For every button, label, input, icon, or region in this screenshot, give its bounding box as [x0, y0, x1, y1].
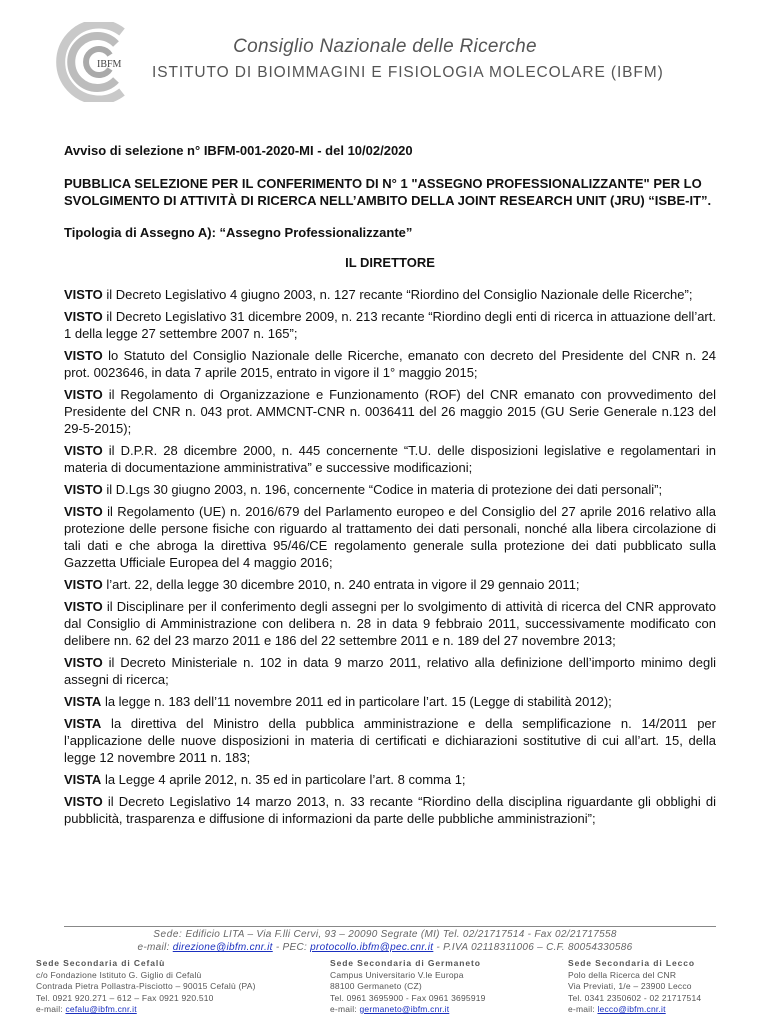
notice-title: Avviso di selezione n° IBFM-001-2020-MI - del 10/02/2020	[64, 143, 413, 158]
ibfm-logo	[52, 22, 138, 102]
pec-link[interactable]: protocollo.ibfm@pec.cnr.it	[310, 942, 434, 953]
office-email-row	[330, 1004, 486, 1016]
institute-name: ISTITUTO DI BIOIMMAGINI E FISIOLOGIA MOLECOLARE (IBFM)	[152, 64, 664, 81]
clause	[64, 308, 716, 342]
office-line: 88100 Germaneto (CZ)	[330, 981, 422, 991]
clause-text: lo Statuto del Consiglio Nazionale delle Ricerche, emanato con decreto del Presidente del CNR n. 24 prot. 0023646, in data 7 aprile 2015, entrato in vigore il 1° maggio 2015;	[64, 348, 716, 380]
clause	[64, 654, 716, 688]
clause-text: il D.P.R. 28 dicembre 2000, n. 445 concernente “T.U. delle disposizioni legislative e regolamentari in materia di documentazione amministrativa” e successive modificazioni;	[64, 443, 716, 475]
office-title: Sede Secondaria di Cefalù	[36, 958, 166, 968]
office-email-label: e-mail:	[330, 1004, 360, 1014]
seat-address: Edificio LITA – Via F.lli Cervi, 93 – 20090 Segrate (MI) Tel. 02/21717514 - Fax 02/21717558	[182, 929, 617, 940]
clause-lead: VISTO	[64, 655, 103, 670]
clause	[64, 503, 716, 571]
clause-text: il Decreto Legislativo 4 giugno 2003, n. 127 recante “Riordino del Consiglio Nazionale delle Ricerche”;	[102, 287, 693, 302]
clause-text: il Decreto Legislativo 14 marzo 2013, n. 33 recante “Riordino della disciplina riguardante gli obblighi di pubblicità, trasparenza e diffusione di informazioni da parte delle pubbliche amministrazioni”;	[64, 794, 716, 826]
clause-text: l’art. 22, della legge 30 dicembre 2010, n. 240 entrata in vigore il 29 gennaio 2011;	[102, 577, 580, 592]
office-line: Tel. 0961 3695900 - Fax 0961 3695919	[330, 992, 486, 1003]
clause	[64, 286, 716, 303]
clause-text: il Regolamento (UE) n. 2016/679 del Parlamento europeo e del Consiglio del 27 aprile 2016 relativo alla protezione delle persone fisiche con riguardo al trattamento dei dati personali, nonché alla libera circolazione di tali dati e che abroga la direttiva 95/46/CE regolamento generale sulla protezione dei dati pubblicato sulla Gazzetta Ufficiale Europea del 4 maggio 2016;	[64, 504, 716, 570]
pec-label: - PEC:	[272, 942, 311, 953]
clause-lead: VISTO	[64, 482, 103, 497]
clause-text: la direttiva del Ministro della pubblica amministrazione e della semplificazione n. 14/2011 per l’applicazione delle nuove disposizioni in materia di certificati e dichiarazioni sostitutive di cui all’art. 15, della legge 12 novembre 2011 n. 183;	[64, 716, 716, 765]
clause-lead: VISTO	[64, 599, 103, 614]
office-line: Tel. 0341 2350602 - 02 21717514	[568, 992, 702, 1003]
office-email-link[interactable]: cefalu@ibfm.cnr.it	[65, 1004, 137, 1014]
clause-lead: VISTA	[64, 694, 102, 709]
clause-text: la legge n. 183 dell’11 novembre 2011 ed in particolare l’art. 15 (Legge di stabilità 2012);	[101, 694, 612, 709]
office-email-row	[36, 1004, 256, 1016]
document-body	[64, 143, 716, 832]
footer-main-seat	[0, 928, 770, 954]
clause-lead: VISTO	[64, 348, 103, 363]
office-cefalu	[36, 958, 256, 1016]
clause-text: il Decreto Legislativo 31 dicembre 2009, n. 213 recante “Riordino degli enti di ricerca in attuazione dell’art. 1 della legge 27 settembre 2007 n. 165”;	[64, 309, 716, 341]
office-germaneto	[330, 958, 486, 1016]
footer-contacts	[0, 941, 770, 954]
office-line: Contrada Pietra Pollastra-Pisciotto – 90015 Cefalù (PA)	[36, 981, 256, 991]
clause-text: il Disciplinare per il conferimento degli assegni per lo svolgimento di attività di ricerca del CNR approvato dal Consiglio di Amministrazione con delibera n. 28 in data 9 febbraio 2011, successivamente modificato con delibere nn. 62 del 23 marzo 2011 e 186 del 22 settembre 2011 e n. 189 del 27 novembre 2013;	[64, 599, 716, 648]
clause	[64, 442, 716, 476]
clause-lead: VISTO	[64, 443, 103, 458]
tax-info: - P.IVA 02118311006 – C.F. 80054330586	[433, 942, 633, 953]
clause-lead: VISTO	[64, 387, 103, 402]
office-email-row	[568, 1004, 701, 1016]
clause-text: il Decreto Ministeriale n. 102 in data 9 marzo 2011, relativo alla definizione dell’importo minimo degli assegni di ricerca;	[64, 655, 716, 687]
office-email-link[interactable]: lecco@ibfm.cnr.it	[597, 1004, 666, 1014]
office-line: Polo della Ricerca del CNR	[568, 969, 677, 980]
clause-lead: VISTO	[64, 309, 103, 324]
office-line: c/o Fondazione Istituto G. Giglio di Cefalù	[36, 969, 202, 980]
office-email-label: e-mail:	[36, 1004, 66, 1014]
clause	[64, 771, 716, 788]
clause-lead: VISTO	[64, 794, 103, 809]
clause-lead: VISTA	[64, 772, 102, 787]
office-title: Sede Secondaria di Germaneto	[330, 958, 481, 968]
office-line: Via Previati, 1/e – 23900 Lecco	[568, 981, 692, 991]
office-line: Tel. 0921 920.271 – 612 – Fax 0921 920.510	[36, 992, 214, 1003]
clause-lead: VISTO	[64, 577, 103, 592]
clause-text: il Regolamento di Organizzazione e Funzionamento (ROF) del CNR emanato con provvedimento del Presidente del CNR n. 043 prot. AMMCNT-CNR n. 0036411 del 26 maggio 2015 (GU Serie Generale n.123 del 29-5-2015);	[64, 387, 716, 436]
email-label: e-mail:	[137, 942, 173, 953]
office-email-link[interactable]: germaneto@ibfm.cnr.it	[359, 1004, 450, 1014]
office-email-label: e-mail:	[568, 1004, 598, 1014]
seat-label: Sede:	[153, 929, 183, 940]
clause	[64, 715, 716, 766]
svg-text:IBFM: IBFM	[97, 59, 122, 70]
office-title: Sede Secondaria di Lecco	[568, 958, 695, 968]
clause	[64, 481, 716, 498]
grant-type: Tipologia di Assegno A): “Assegno Professionalizzante”	[64, 225, 413, 240]
org-name: Consiglio Nazionale delle Ricerche	[233, 36, 537, 57]
office-lecco	[568, 958, 701, 1016]
clause-lead: VISTO	[64, 287, 103, 302]
clause-lead: VISTO	[64, 504, 103, 519]
clause	[64, 693, 716, 710]
director-heading: IL DIRETTORE	[345, 255, 435, 270]
subject-heading: PUBBLICA SELEZIONE PER IL CONFERIMENTO DI N° 1 "ASSEGNO PROFESSIONALIZZANTE" PER LO SVOLGIMENTO DI ATTIVITÀ DI RICERCA NELL’AMBITO DELLA JOINT RESEARCH UNIT (JRU) “ISBE-IT”.	[64, 176, 712, 208]
clause	[64, 598, 716, 649]
clause	[64, 793, 716, 827]
email-link[interactable]: direzione@ibfm.cnr.it	[172, 942, 273, 953]
clause-text: la Legge 4 aprile 2012, n. 35 ed in particolare l’art. 8 comma 1;	[101, 772, 466, 787]
footer-divider	[64, 926, 716, 927]
clause	[64, 347, 716, 381]
clause	[64, 576, 716, 593]
office-line: Campus Universitario V.le Europa	[330, 969, 464, 980]
clause-lead: VISTA	[64, 716, 102, 731]
clause-text: il D.Lgs 30 giugno 2003, n. 196, concernente “Codice in materia di protezione dei dati personali”;	[102, 482, 663, 497]
footer-address	[0, 928, 770, 941]
clause	[64, 386, 716, 437]
